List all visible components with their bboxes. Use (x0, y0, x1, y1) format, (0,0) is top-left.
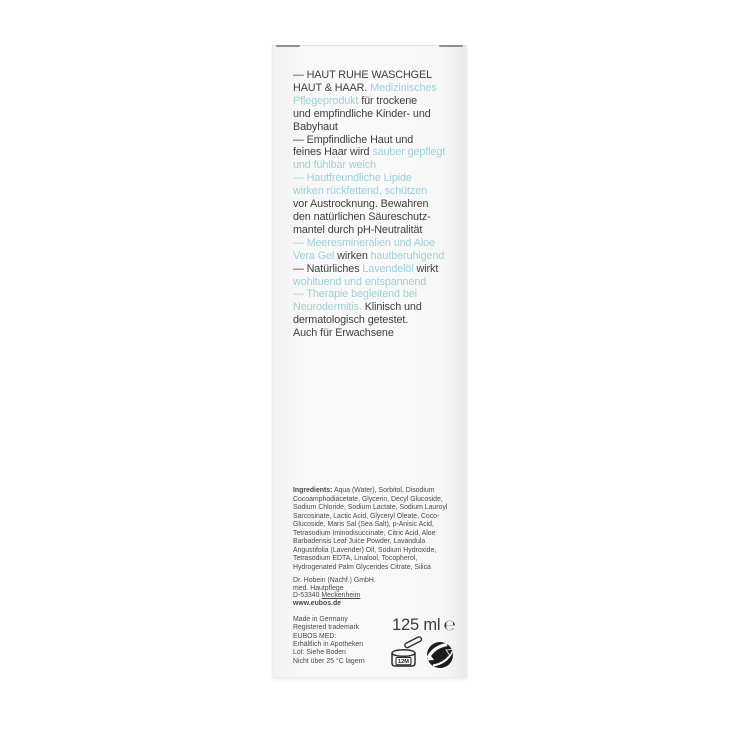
description-line (293, 301, 445, 314)
description-line (293, 185, 445, 198)
description-line (293, 327, 445, 340)
text-segment: D-53340 (293, 592, 322, 600)
text-segment: Lot: Siehe Boden (293, 649, 346, 657)
box-flap-edge-right (439, 45, 463, 47)
description-line (293, 211, 445, 224)
net-volume (392, 616, 456, 635)
info-line (293, 649, 365, 657)
box-flap-edge-left (276, 45, 300, 47)
description-line (293, 314, 445, 327)
text-segment: med. Hautpflege (293, 584, 344, 592)
description-line (293, 198, 445, 211)
description-line (293, 250, 445, 263)
description-line (293, 108, 445, 121)
text-segment: www.eubos.de (293, 600, 341, 608)
text-segment: und fühlbar weich (293, 159, 376, 172)
text-segment: Medizinisches (370, 81, 437, 94)
estimated-sign-icon: ℮ (443, 618, 456, 634)
text-segment: — Hautfreundliche Lipide (293, 172, 412, 185)
description-line (293, 121, 445, 134)
description-line (293, 237, 445, 250)
ingredients-text: Aqua (Water), Sorbitol, Disodium Cocoamphodiacetate, Glycerin, Decyl Glucoside, Sodium Chloride, Sodium Lactate, Sodium Lauroyl Sarcosinate, Lactic Acid, Glyceryl Oleate, Coco-Glucoside, Maris Sal (Sea Salt), p-Anisic Acid, Tetrasodium Iminodisuccinate, Citric Acid, Aloe Barbadensis Leaf Juice Powder, Lavandula Angustifolia (Lavender) Oil, Sodium Hydroxide, Tetrasodium EDTA, Linalool, Tocopherol, Hydrogenated Palm Glycerides Citrate, Silica (293, 487, 448, 571)
text-segment: wirkt (416, 262, 439, 275)
regulatory-info (293, 616, 365, 666)
ingredients-label: Ingredients: (293, 487, 333, 494)
text-segment: wirken rückfettend, schützen (293, 185, 428, 198)
text-segment: Dr. Hobein (Nachf.) GmbH. (293, 577, 376, 584)
text-segment: Lavendelöl (362, 262, 417, 275)
description-line (293, 276, 445, 289)
text-segment: Klinisch und (364, 301, 422, 314)
text-segment: Babyhaut (293, 120, 338, 133)
address-line (293, 585, 376, 593)
text-segment: den natürlichen Säureschutz- (293, 210, 431, 223)
text-segment: sauber gepflegt (372, 146, 446, 159)
pao-jar-icon (390, 636, 423, 670)
green-dot-recycling-icon (426, 641, 454, 669)
text-segment: wohltuend und entspannend (293, 275, 427, 288)
text-segment: dermatologisch getestet. (293, 314, 409, 327)
text-segment: Nicht über 25 °C lagern (293, 657, 365, 665)
info-line (293, 658, 365, 666)
text-segment: — Meeresmineralien und Aloe (293, 236, 435, 249)
description-line (293, 82, 445, 95)
text-segment: feines Haar wird (293, 146, 373, 159)
address-line (293, 592, 376, 600)
description-line (293, 69, 445, 82)
product-box-back-panel (272, 45, 467, 678)
pao-duration-label: 12M (398, 659, 409, 666)
text-segment: Auch für Erwachsene (293, 327, 394, 340)
text-segment: HAUT & HAAR. (293, 81, 371, 94)
text-segment: Vera Gel (293, 249, 338, 262)
text-segment: und empfindliche Kinder- und (293, 107, 431, 120)
description-line (293, 263, 445, 276)
address-line (293, 577, 376, 585)
symbol-row (390, 636, 460, 670)
text-segment: vor Austrocknung. Bewahren (293, 198, 429, 211)
manufacturer-address (293, 577, 376, 608)
description-line (293, 224, 445, 237)
text-segment: wirken (337, 249, 371, 262)
info-line (293, 616, 365, 624)
info-line (293, 633, 365, 641)
description-line (293, 95, 445, 108)
description-line (293, 146, 445, 159)
ingredients-list (293, 487, 460, 572)
info-line (293, 624, 365, 632)
text-segment: — Natürliches (293, 262, 363, 275)
volume-amount: 125 ml (392, 616, 441, 634)
text-segment: für trockene (361, 94, 418, 107)
text-segment: Made in Germany (293, 616, 348, 623)
address-line (293, 600, 376, 608)
text-segment: Registered trademark (293, 624, 360, 632)
text-segment: — Therapie begleitend bei (293, 288, 417, 301)
text-segment: Erhältlich in Apotheken (293, 641, 364, 649)
description-line (293, 159, 445, 172)
text-segment: mantel durch pH-Neutralität (293, 223, 423, 236)
description-line (293, 134, 445, 147)
text-segment: — HAUT RUHE WASCHGEL (293, 69, 432, 81)
text-segment: Pflegeprodukt (293, 94, 362, 107)
description-line (293, 172, 445, 185)
text-segment: Neurodermitis. (293, 301, 365, 314)
text-segment: hautberuhigend (370, 249, 445, 262)
text-segment: Meckenheim (321, 592, 361, 600)
product-description (293, 69, 445, 340)
text-segment: EUBOS MED: (293, 632, 337, 640)
description-line (293, 288, 445, 301)
text-segment: — Empfindliche Haut und (293, 133, 414, 146)
info-line (293, 641, 365, 649)
